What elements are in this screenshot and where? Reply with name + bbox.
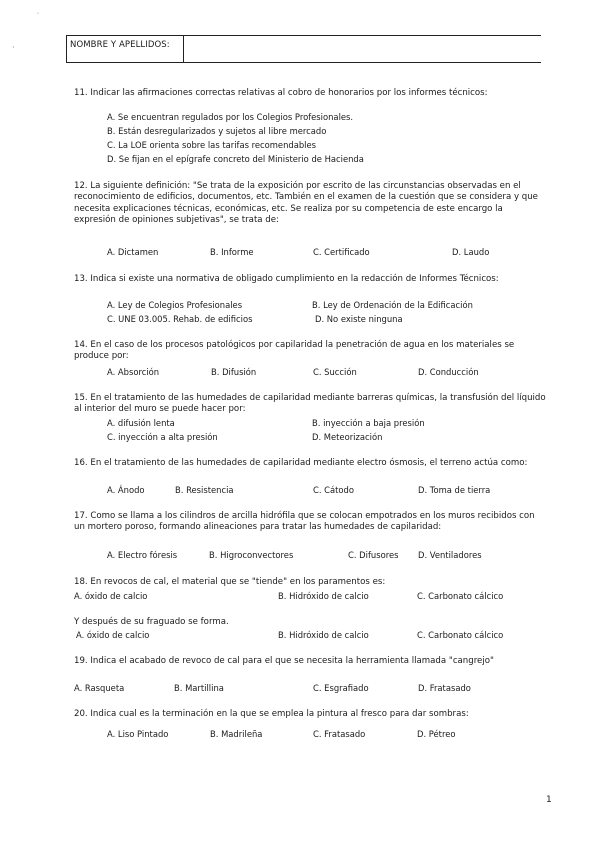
question-13 xyxy=(74,274,546,285)
option-b[interactable]: B. Martillina xyxy=(174,683,224,693)
option-d[interactable]: D. Toma de tierra xyxy=(418,485,491,495)
option-a[interactable]: A. Ánodo xyxy=(107,485,145,495)
option-b[interactable]: B. Hidróxido de calcio xyxy=(278,630,369,640)
option-d[interactable]: D. Ventiladores xyxy=(418,550,482,560)
option-c[interactable]: C. inyección a alta presión xyxy=(107,432,218,442)
option-a[interactable]: A. Dictamen xyxy=(107,247,159,257)
option-a[interactable]: A. Ley de Colegios Profesionales xyxy=(107,300,243,310)
option-b[interactable]: B. Higroconvectores xyxy=(209,550,294,560)
option-c[interactable]: C. Esgrafiado xyxy=(313,683,369,693)
question-18 xyxy=(74,577,546,588)
question-stem: Y después de su fraguado se forma. xyxy=(74,617,229,627)
question-stem: 12. La siguiente definición: "Se trata de la exposición por escrito de las circunstancias observadas en el reconocimiento de edificios, documentos, etc. También en el examen de la cuestión que se considera y que necesita explicaciones técnicas, económicas, etc. Se realiza por su competencia de este encargo la expresión de opiniones subjetivas", se trata de: xyxy=(74,181,538,225)
option-b[interactable]: B. Informe xyxy=(210,247,254,257)
option-d[interactable]: D. Fratasado xyxy=(418,683,471,693)
option-c[interactable]: C. UNE 03.005. Rehab. de edificios xyxy=(107,314,253,324)
question-stem: 18. En revocos de cal, el material que se "tiende" en los paramentos es: xyxy=(74,577,386,587)
option-c[interactable]: C. La LOE orienta sobre las tarifas recomendables xyxy=(107,140,316,150)
option-a[interactable]: A. difusión lenta xyxy=(107,418,175,428)
option-c[interactable]: C. Difusores xyxy=(348,550,399,560)
option-a[interactable]: A. Absorción xyxy=(107,367,160,377)
option-c[interactable]: C. Carbonato cálcico xyxy=(417,591,504,601)
option-b[interactable]: B. inyección a baja presión xyxy=(312,418,425,428)
option-a[interactable]: A. Liso Pintado xyxy=(107,729,169,739)
name-field-label: NOMBRE Y APELLIDOS: xyxy=(70,40,170,50)
question-16 xyxy=(74,458,546,469)
option-b[interactable]: B. Hidróxido de calcio xyxy=(278,591,369,601)
option-d[interactable]: D. Laudo xyxy=(452,247,490,257)
option-a[interactable]: A. Electro fóresis xyxy=(107,550,178,560)
question-stem: 15. En el tratamiento de las humedades de capilaridad mediante barreras químicas, la transfusión del líquido al interior del muro se puede hacer por: xyxy=(74,393,546,415)
question-12 xyxy=(74,181,546,226)
scan-mark: · xyxy=(12,43,15,52)
option-c[interactable]: C. Fratasado xyxy=(313,729,366,739)
question-stem: 19. Indica el acabado de revoco de cal para el que se necesita la herramienta llamada "cangrejo" xyxy=(74,656,494,666)
option-d[interactable]: D. No existe ninguna xyxy=(315,314,403,324)
option-a[interactable]: A. óxido de calcio xyxy=(74,591,148,601)
question-stem: 13. Indica si existe una normativa de obligado cumplimiento en la redacción de Informes Técnicos: xyxy=(74,274,499,284)
question-stem: 20. Indica cual es la terminación en la que se emplea la pintura al fresco para dar sombras: xyxy=(74,709,469,719)
option-c[interactable]: C. Carbonato cálcico xyxy=(417,630,504,640)
option-a[interactable]: A. Rasqueta xyxy=(74,683,125,693)
question-stem: 16. En el tratamiento de las humedades de capilaridad mediante electro ósmosis, el terreno actúa como: xyxy=(74,458,528,468)
question-18-followup xyxy=(74,617,546,628)
name-field-divider xyxy=(183,36,184,62)
option-c[interactable]: C. Succión xyxy=(313,367,357,377)
option-d[interactable]: D. Conducción xyxy=(418,367,479,377)
option-d[interactable]: D. Se fijan en el epígrafe concreto del Ministerio de Hacienda xyxy=(107,154,364,164)
question-19 xyxy=(74,656,546,667)
scan-mark: ˙ xyxy=(36,12,40,21)
option-d[interactable]: D. Pétreo xyxy=(417,729,456,739)
option-b[interactable]: B. Madrileña xyxy=(210,729,263,739)
option-c[interactable]: C. Certificado xyxy=(313,247,370,257)
option-b[interactable]: B. Están desregularizados y sujetos al libre mercado xyxy=(107,126,327,136)
option-c[interactable]: C. Cátodo xyxy=(313,485,354,495)
question-stem: 14. En el caso de los procesos patológicos por capilaridad la penetración de agua en los materiales se produce por: xyxy=(74,340,515,362)
question-20 xyxy=(74,709,546,720)
question-17 xyxy=(74,511,546,534)
name-field-box[interactable] xyxy=(66,35,541,63)
question-11 xyxy=(74,88,546,99)
option-d[interactable]: D. Meteorización xyxy=(312,432,383,442)
question-14 xyxy=(74,340,546,363)
option-a[interactable]: A. Se encuentran regulados por los Colegios Profesionales. xyxy=(107,112,354,122)
option-b[interactable]: B. Resistencia xyxy=(175,485,234,495)
page-number: 1 xyxy=(546,795,552,805)
option-b[interactable]: B. Difusión xyxy=(211,367,257,377)
option-b[interactable]: B. Ley de Ordenación de la Edificación xyxy=(312,300,473,310)
question-stem: 17. Como se llama a los cilindros de arcilla hidrófila que se colocan empotrados en los muros recibidos con un mortero poroso, formando alineaciones para tratar las humedades de capilaridad: xyxy=(74,511,535,533)
question-15 xyxy=(74,393,546,416)
question-stem: 11. Indicar las afirmaciones correctas relativas al cobro de honorarios por los informes técnicos: xyxy=(74,88,488,98)
option-a[interactable]: A. óxido de calcio xyxy=(76,630,150,640)
